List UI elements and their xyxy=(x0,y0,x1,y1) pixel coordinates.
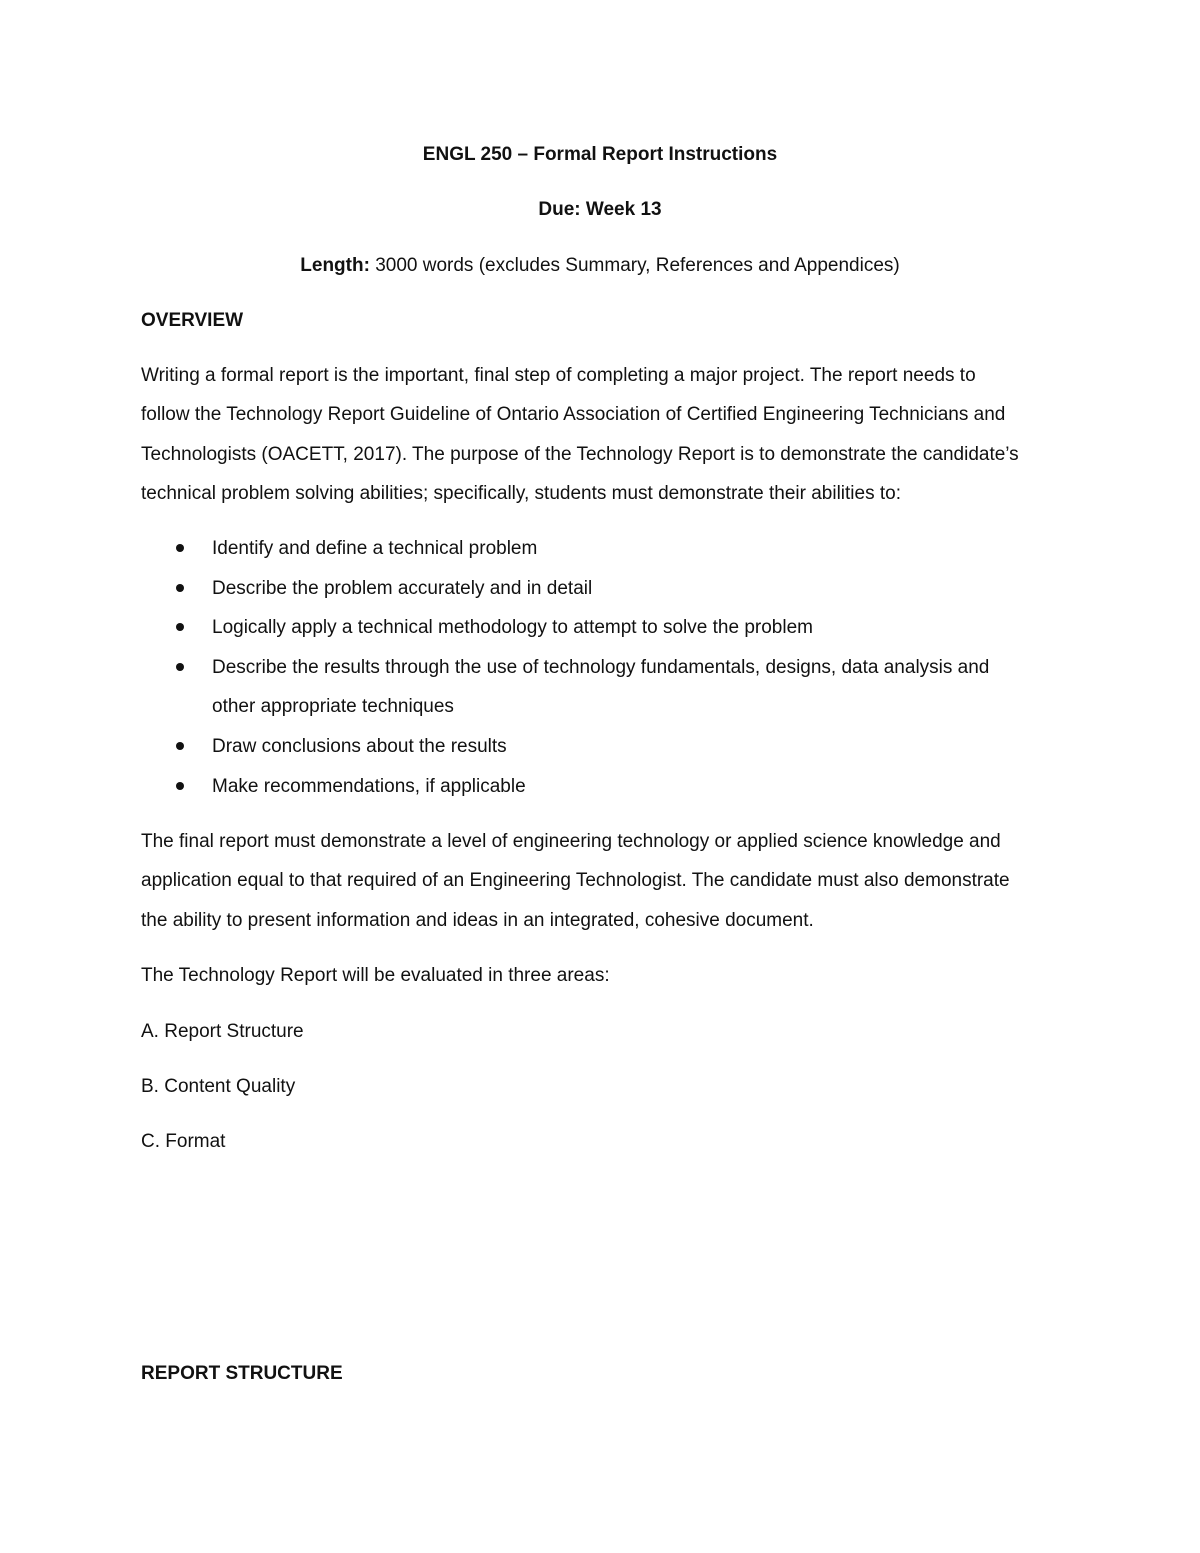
bullet-icon xyxy=(176,544,184,552)
bullet-icon xyxy=(176,663,184,671)
bullet-item: Describe the results through the use of technology fundamentals, designs, data analysis and xyxy=(212,657,990,678)
evaluation-area: C. Format xyxy=(141,1131,226,1152)
evaluation-area: B. Content Quality xyxy=(141,1076,296,1097)
bullet-icon xyxy=(176,742,184,750)
bullet-item-continuation: other appropriate techniques xyxy=(212,696,454,717)
final-line: The final report must demonstrate a level of engineering technology or applied science knowledge and xyxy=(141,831,1001,852)
length-line xyxy=(0,254,1200,278)
overview-heading: OVERVIEW xyxy=(141,310,244,331)
overview-line: technical problem solving abilities; specifically, students must demonstrate their abilities to: xyxy=(141,483,901,504)
bullet-item: Logically apply a technical methodology to attempt to solve the problem xyxy=(212,617,813,638)
length-label: Length: xyxy=(300,255,370,276)
bullet-item: Identify and define a technical problem xyxy=(212,538,538,559)
final-line: the ability to present information and ideas in an integrated, cohesive document. xyxy=(141,910,814,931)
due-date: Due: Week 13 xyxy=(538,199,662,220)
bullet-item: Describe the problem accurately and in detail xyxy=(212,578,593,599)
length-text: 3000 words (excludes Summary, References and Appendices) xyxy=(369,255,900,276)
bullet-item: Make recommendations, if applicable xyxy=(212,776,526,797)
bullet-icon xyxy=(176,623,184,631)
overview-line: follow the Technology Report Guideline of Ontario Association of Certified Engineering Technicians and xyxy=(141,404,1006,425)
report-structure-heading: REPORT STRUCTURE xyxy=(141,1363,343,1384)
final-line: application equal to that required of an Engineering Technologist. The candidate must also demonstrate xyxy=(141,870,1010,891)
evaluation-intro: The Technology Report will be evaluated in three areas: xyxy=(141,965,610,986)
document-title: ENGL 250 – Formal Report Instructions xyxy=(422,144,778,165)
bullet-item: Draw conclusions about the results xyxy=(212,736,507,757)
bullet-icon xyxy=(176,782,184,790)
bullet-icon xyxy=(176,584,184,592)
overview-line: Writing a formal report is the important, final step of completing a major project. The report needs to xyxy=(141,365,976,386)
evaluation-area: A. Report Structure xyxy=(141,1021,304,1042)
overview-line: Technologists (OACETT, 2017). The purpose of the Technology Report is to demonstrate the candidate’s xyxy=(141,444,1019,465)
